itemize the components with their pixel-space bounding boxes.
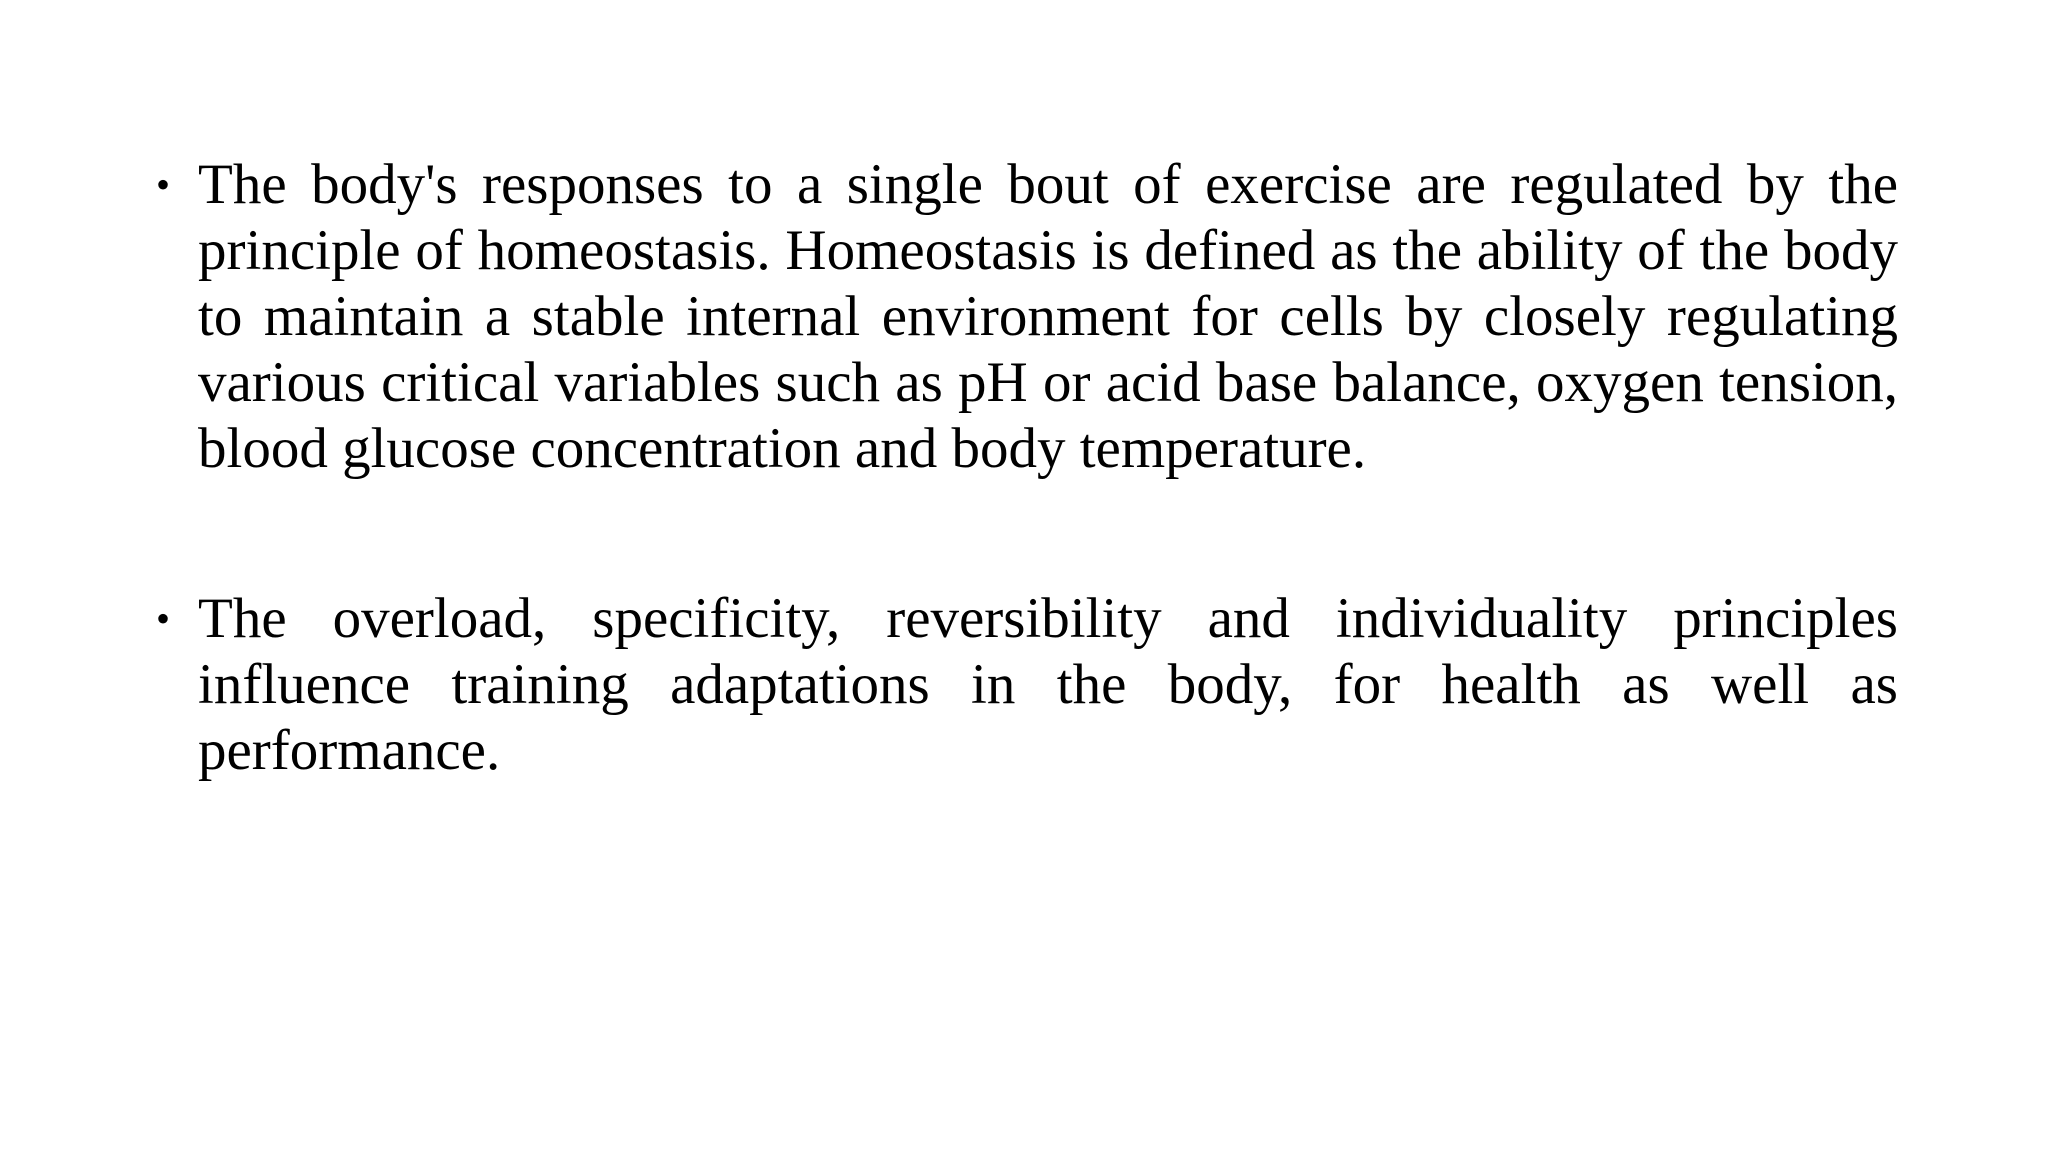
bullet-text: The body's responses to a single bout of exercise are regulated by the principle of homeostasis. Homeostasis is defined as the ability of the body to maintain a stable internal environment for cells by closely regulating various critical variables such as pH or acid base balance, oxygen tension, blood glucose concentration and body temperature. — [198, 153, 1898, 480]
bullet-item-homeostasis — [150, 152, 1898, 482]
bullet-item-training-principles — [150, 586, 1898, 784]
bullet-marker-icon: • — [156, 162, 171, 207]
bullet-list — [150, 152, 1898, 784]
bullet-text: The overload, specificity, reversibility and individuality principles influence training adaptations in the body, for health as well as performance. — [198, 587, 1898, 782]
bullet-marker-icon: • — [156, 596, 171, 641]
